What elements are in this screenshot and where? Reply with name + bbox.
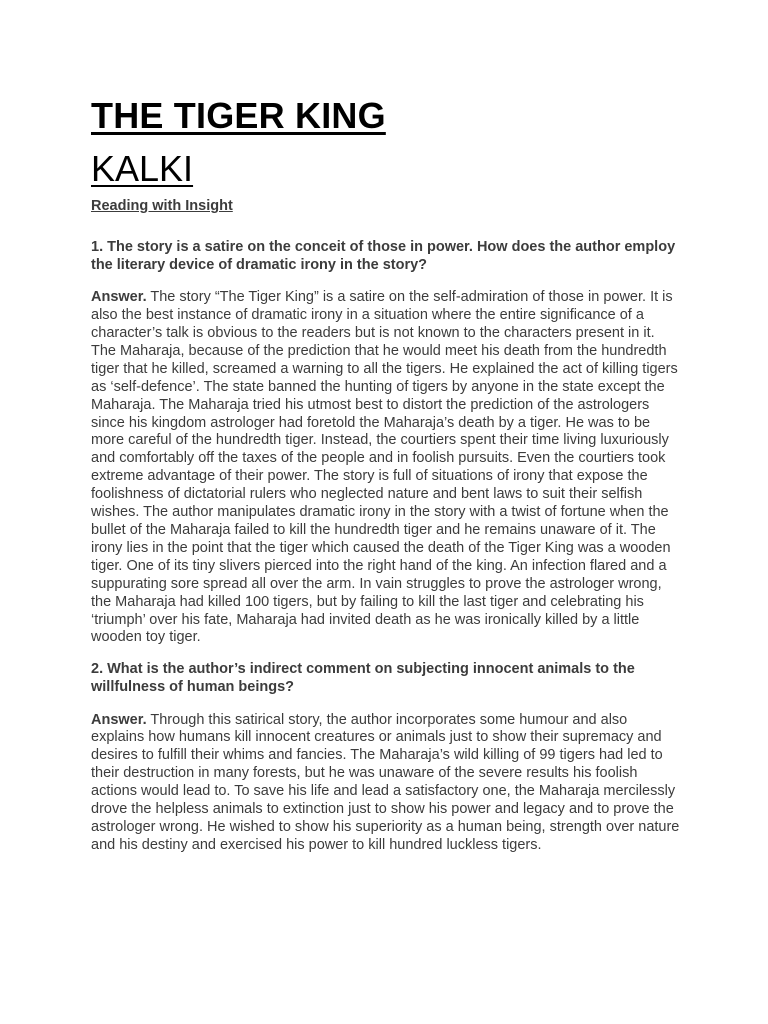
- answer-text-2: Through this satirical story, the author incorporates some humour and also explains how humans kill innocent creatures or animals just to show their supremacy and desires to fulfill their whims and fancies. The Maharaja’s wild killing of 99 tigers had led to their destruction in many forests, but he was unaware of the severe results his foolish actions would lead to. To save his life and lead a satisfactory one, the Maharaja mercilessly drove the helpless animals to extinction just to show his power and legacy and to prove the astrologer wrong. He wished to show his superiority as a human being, strength over nature and his destiny and exercised his power to kill hundred luckless tigers.: [91, 711, 680, 853]
- answer-text-1: The story “The Tiger King” is a satire on the self-admiration of those in power. It is also the best instance of dramatic irony in a situation where the entire significance of a character’s talk is obvious to the readers but is not known to the characters present in it. The Maharaja, because of the prediction that he would meet his death from the hundredth tiger that he killed, screamed a warning to all the tigers. He explained the act of killing tigers as ‘self-defence’. The state banned the hunting of tigers by anyone in the state except the Maharaja. The Maharaja tried his utmost best to distort the prediction of the astrologers since his kingdom astrologer had foretold the Maharaja’s death by a tiger. He was to be more careful of the hundredth tiger. Instead, the courtiers spent their time living luxuriously and comfortably off the taxes of the people and in foolish pursuits. Even the courtiers took extreme advantage of their power. The story is full of situations of irony that expose the foolishness of dictatorial rulers who neglected nature and bent laws to suit their selfish wishes. The author manipulates dramatic irony in the story with a twist of fortune when the bullet of the Maharaja failed to kill the hundredth tiger and he remains unaware of it. The irony lies in the point that the tiger which caused the death of the Tiger King was a wooden tiger. One of its tiny slivers pierced into the right hand of the king. An infection flared and a suppurating sore spread all over the arm. In vain struggles to prove the astrologer wrong, the Maharaja had killed 100 tigers, but by failing to kill the last tiger and celebrating his ‘triumph’ over his fate, Maharaja had invited death as he was ironically killed by a little wooden toy tiger.: [91, 289, 678, 646]
- section-heading: Reading with Insight: [91, 198, 233, 214]
- question-1: 1. The story is a satire on the conceit of those in power. How does the author employ the literary device of dramatic irony in the story?: [91, 239, 676, 273]
- document-page: [91, 96, 681, 855]
- question-block-2: [91, 661, 681, 854]
- answer-label-1: Answer.: [91, 289, 147, 306]
- author-name: KALKI: [91, 148, 194, 189]
- question-2: 2. What is the author’s indirect comment on subjecting innocent animals to the willfulness of human beings?: [91, 661, 635, 695]
- document-title: THE TIGER KING: [91, 95, 386, 136]
- answer-1: [91, 289, 681, 647]
- question-block-1: [91, 239, 681, 647]
- answer-label-2: Answer.: [91, 711, 147, 728]
- answer-2: [91, 712, 681, 855]
